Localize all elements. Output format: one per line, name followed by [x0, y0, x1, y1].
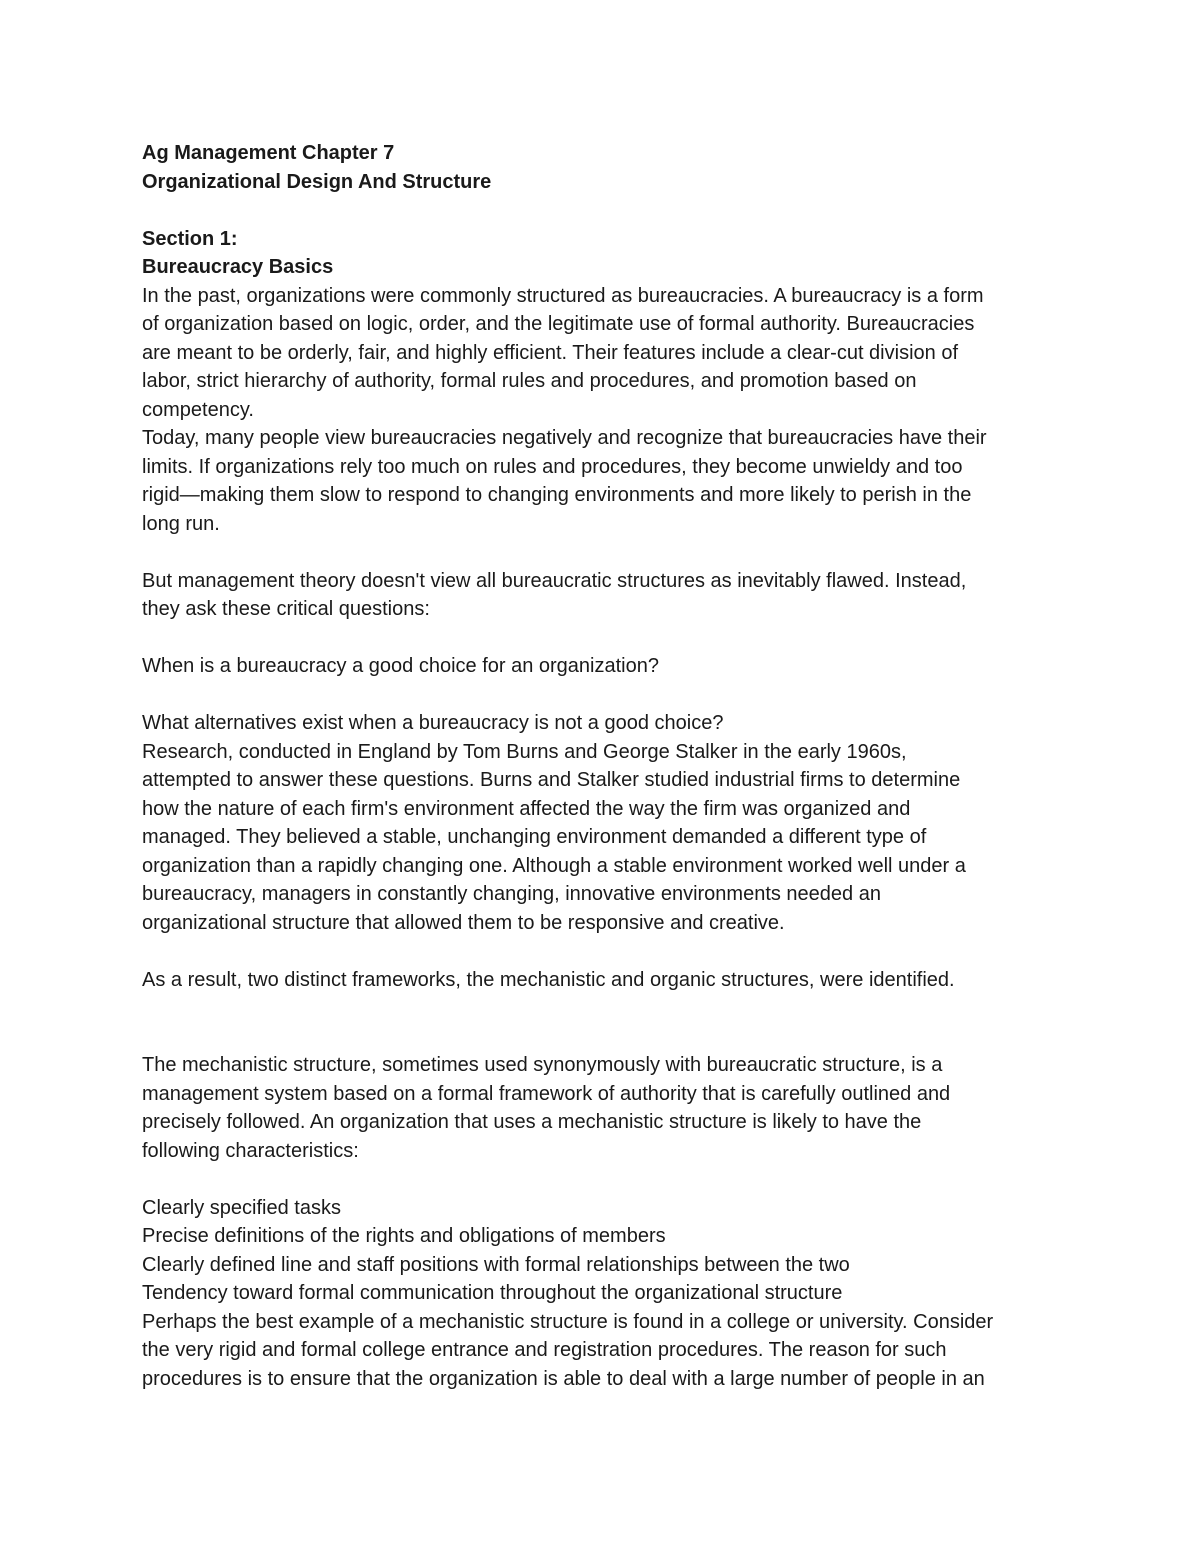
text-line: organization than a rapidly changing one. Although a stable environment worked well under a — [142, 854, 966, 877]
text-line: the very rigid and formal college entrance and registration procedures. The reason for such — [142, 1339, 947, 1361]
text-line: labor, strict hierarchy of authority, formal rules and procedures, and promotion based on — [142, 370, 917, 392]
spacer — [142, 538, 1072, 567]
list-item: Precise definitions of the rights and obligations of members — [142, 1225, 666, 1247]
list-item: Clearly defined line and staff positions with formal relationships between the two — [142, 1253, 850, 1276]
paragraph-mechanistic-structure — [142, 1051, 1072, 1165]
list-item: Tendency toward formal communication throughout the organizational structure — [142, 1282, 843, 1304]
spacer — [142, 681, 1072, 710]
paragraph-bureaucracy-definition — [142, 282, 1072, 425]
text-line: they ask these critical questions: — [142, 598, 430, 620]
text-line: attempted to answer these questions. Burns and Stalker studied industrial firms to determine — [142, 769, 961, 791]
spacer — [142, 624, 1072, 653]
text-line: But management theory doesn't view all bureaucratic structures as inevitably flawed. Instead, — [142, 569, 967, 592]
text-line: procedures is to ensure that the organization is able to deal with a large number of people in an — [142, 1367, 985, 1390]
section-label: Section 1: — [142, 227, 238, 250]
characteristics-list — [142, 1194, 1072, 1308]
text-line: are meant to be orderly, fair, and highly efficient. Their features include a clear-cut division of — [142, 341, 958, 364]
document-title: Ag Management Chapter 7 — [142, 142, 395, 164]
spacer — [142, 937, 1072, 966]
text-line: Perhaps the best example of a mechanistic structure is found in a college or university. Consider — [142, 1310, 994, 1333]
text-line: Research, conducted in England by Tom Burns and George Stalker in the early 1960s, — [142, 740, 907, 763]
text-line: managed. They believed a stable, unchanging environment demanded a different type of — [142, 826, 927, 848]
text-line: bureaucracy, managers in constantly changing, innovative environments needed an — [142, 883, 881, 905]
text-line: how the nature of each firm's environment affected the way the firm was organized and — [142, 797, 911, 820]
list-item: Clearly specified tasks — [142, 1196, 341, 1219]
text-line: competency. — [142, 398, 254, 421]
spacer — [142, 994, 1072, 1051]
text-line: of organization based on logic, order, and the legitimate use of formal authority. Bureaucracies — [142, 313, 975, 335]
text-line: Today, many people view bureaucracies negatively and recognize that bureaucracies have their — [142, 427, 987, 449]
paragraph-two-frameworks: As a result, two distinct frameworks, the mechanistic and organic structures, were identified. — [142, 968, 955, 991]
text-line: precisely followed. An organization that uses a mechanistic structure is likely to have the — [142, 1111, 922, 1133]
text-line: following characteristics: — [142, 1139, 359, 1162]
text-line: The mechanistic structure, sometimes used synonymously with bureaucratic structure, is a — [142, 1054, 943, 1076]
document-subtitle: Organizational Design And Structure — [142, 170, 492, 193]
paragraph-bureaucracy-limits — [142, 424, 1072, 538]
paragraph-management-theory — [142, 567, 1072, 624]
text-line: limits. If organizations rely too much on rules and procedures, they become unwieldy and too — [142, 455, 963, 478]
text-line: management system based on a formal framework of authority that is carefully outlined and — [142, 1082, 951, 1105]
text-line: In the past, organizations were commonly structured as bureaucracies. A bureaucracy is a form — [142, 284, 984, 307]
paragraph-burns-stalker-research — [142, 738, 1072, 938]
text-line: long run. — [142, 512, 220, 535]
text-line: rigid—making them slow to respond to changing environments and more likely to perish in the — [142, 484, 972, 506]
text-line: organizational structure that allowed them to be responsive and creative. — [142, 911, 785, 934]
paragraph-college-example — [142, 1308, 1072, 1394]
section-heading: Bureaucracy Basics — [142, 256, 334, 278]
spacer — [142, 196, 1072, 225]
question-1: When is a bureaucracy a good choice for an organization? — [142, 655, 659, 677]
spacer — [142, 1165, 1072, 1194]
question-2: What alternatives exist when a bureaucracy is not a good choice? — [142, 712, 724, 734]
document-page — [142, 139, 1072, 1393]
